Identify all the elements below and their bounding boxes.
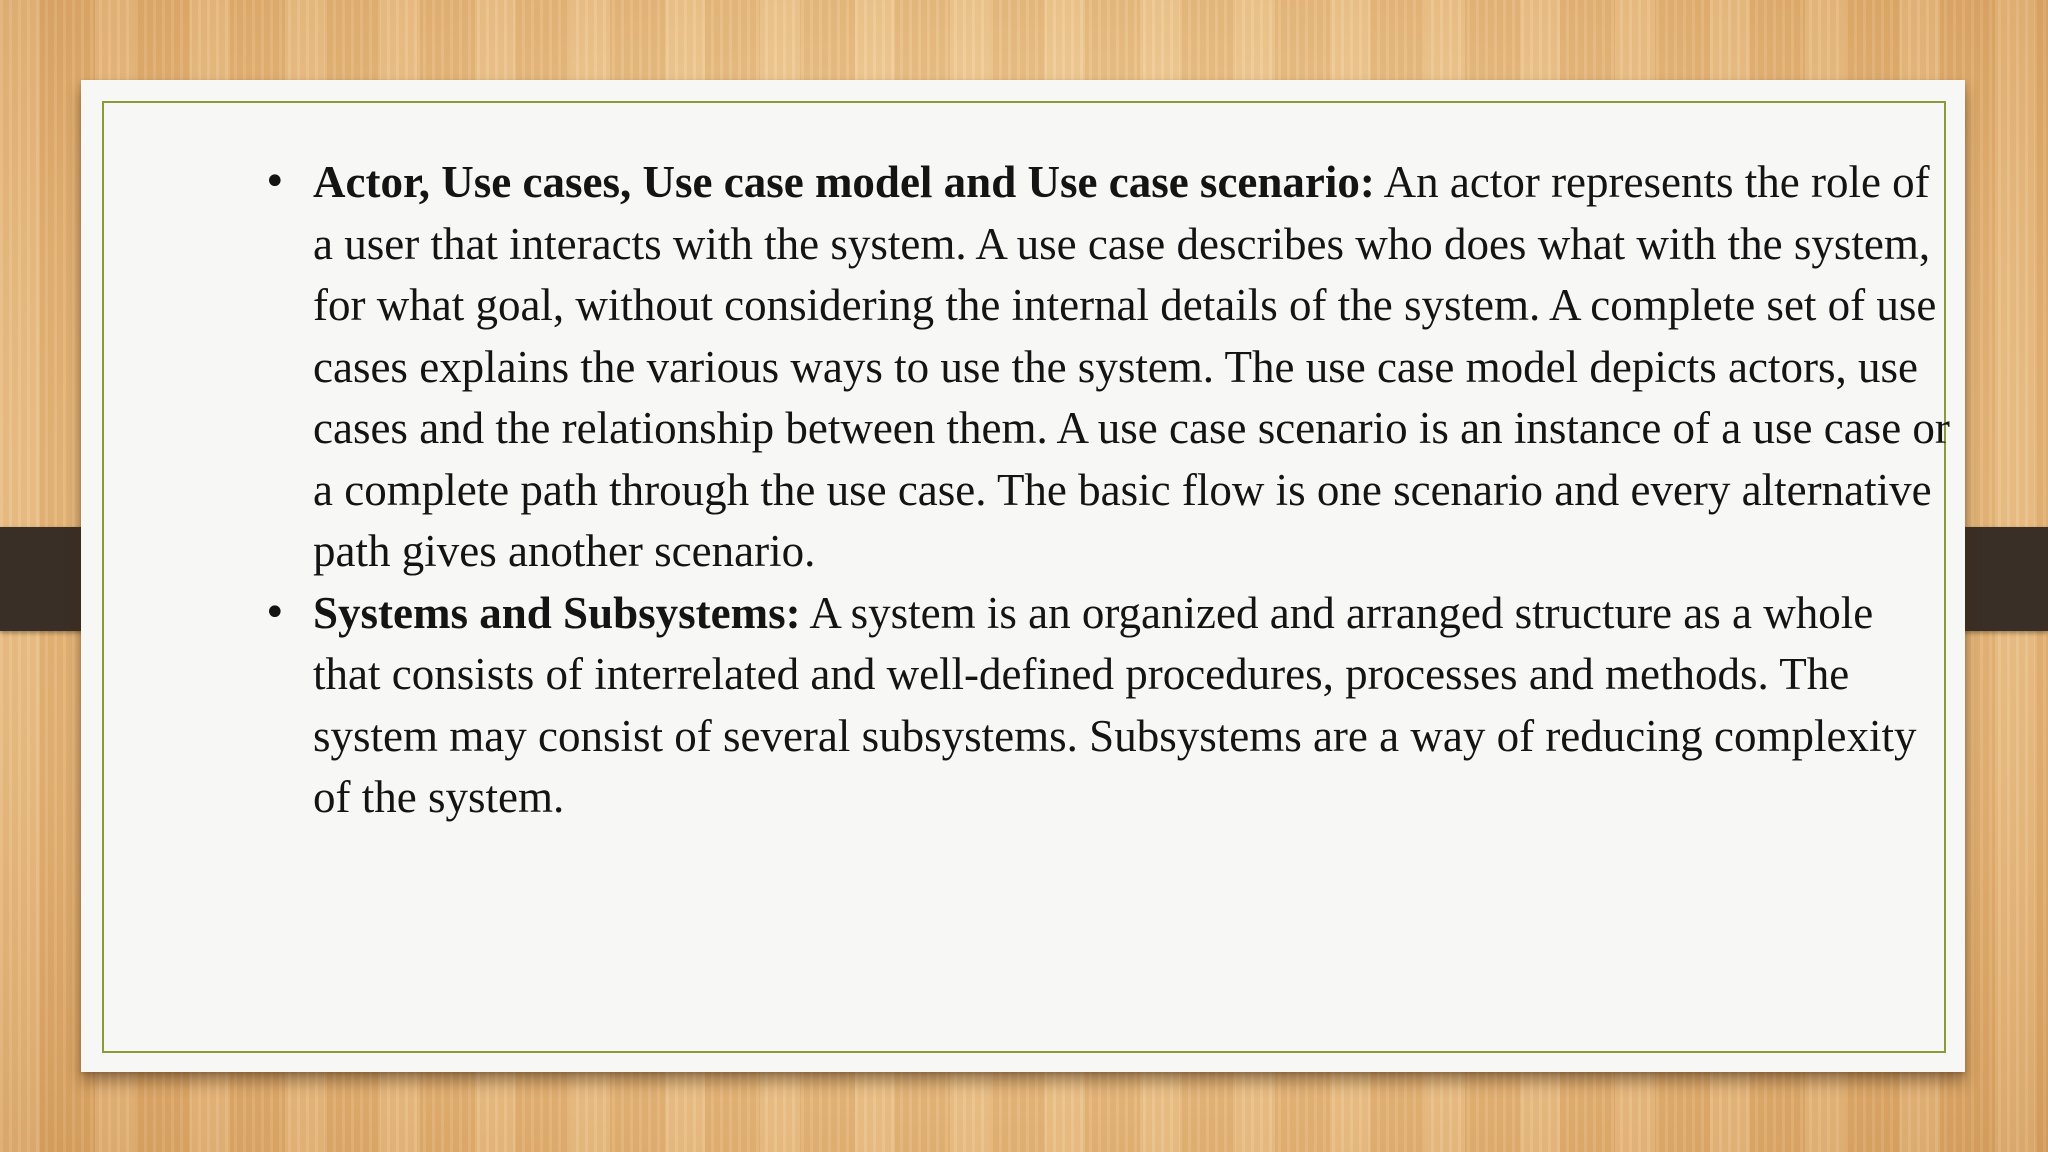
bullet-dot-icon: • <box>263 589 287 636</box>
bullet-text: A system is an organized and arranged structure as a whole that consists of interrelated and well-defined procedures, processes and methods. The system may consist of several subsystems. Subsystems are a way of reducing complexity of the system. <box>313 587 1917 822</box>
bullet-text: An actor represents the role of a user that interacts with the system. A use case describes who does what with the system, for what goal, without considering the internal details of the system. A complete set of use cases explains the various ways to use the system. The use case model depicts actors, use cases and the relationship between them. A use case scenario is an instance of a use case or a complete path through the use case. The basic flow is one scenario and every alternative path gives another scenario. <box>313 157 1950 576</box>
slide-card <box>81 80 1965 1072</box>
bullet-term: Actor, Use cases, Use case model and Use case scenario: <box>313 157 1375 207</box>
bullet-dot-icon: • <box>263 159 287 205</box>
slide-content <box>231 152 1951 829</box>
bullet-term: Systems and Subsystems: <box>313 587 801 638</box>
bullet-systems-subsystems <box>231 583 1951 829</box>
bullet-actor-use-cases <box>231 152 1951 583</box>
